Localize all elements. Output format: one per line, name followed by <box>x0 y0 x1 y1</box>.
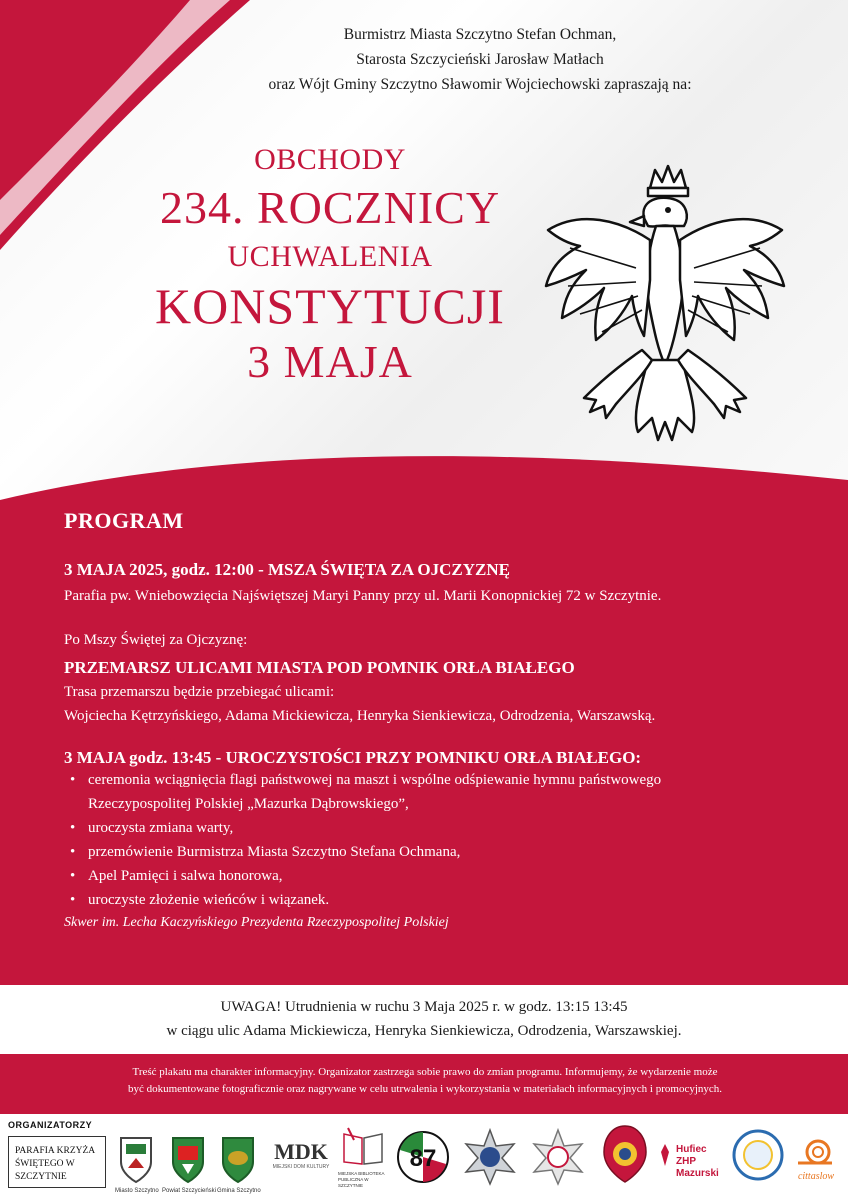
unit-87-logo-icon <box>396 1130 450 1184</box>
mdk-logo-subtitle: MIEJSKI DOM KULTURY <box>272 1164 330 1170</box>
traffic-warning <box>0 995 848 1043</box>
mdk-logo-text: MDK <box>274 1139 328 1164</box>
caption-city: Miasto Szczytno <box>115 1188 159 1194</box>
police-star-icon <box>462 1128 518 1186</box>
library-name: MIEJSKA BIBLIOTEKA PUBLICZNA W SZCZYTNIE <box>338 1171 385 1188</box>
ceremony-location: Skwer im. Lecha Kaczyńskiego Prezydenta Rzeczypospolitej Polskiej <box>64 915 449 930</box>
mass-heading: 3 MAJA 2025, godz. 12:00 - MSZA ŚWIĘTA ZA OJCZYZNĘ <box>64 560 510 579</box>
title-line-5: 3 MAJA <box>247 336 413 387</box>
title-line-3: UCHWALENIA <box>227 240 433 273</box>
cittaslow-text: cittaslow <box>797 1171 835 1182</box>
disclaimer-bar <box>0 1054 848 1114</box>
caption-county: Powiat Szczycieński <box>162 1188 217 1194</box>
program-section <box>64 508 804 934</box>
ceremony-list <box>64 768 804 912</box>
title-line-2: 234. ROCZNICY <box>159 182 501 233</box>
disclaimer-line-1: Treść plakatu ma charakter informacyjny. Organizator zastrzega sobie prawo do zmian programu. Informujemy, że wydarzenie może <box>132 1066 718 1078</box>
title-line-4: KONSTYTUCJI <box>155 278 505 334</box>
library-logo <box>338 1126 388 1196</box>
march-route: Wojciecha Kętrzyńskiego, Adama Mickiewicza, Henryka Sienkiewicza, Odrodzenia, Warszawską. <box>64 708 656 724</box>
zhp-line-1: Hufiec ZHP <box>676 1144 707 1167</box>
unit-87-number: 87 <box>409 1145 437 1172</box>
white-eagle-emblem-icon <box>540 160 790 460</box>
invitation-header <box>220 22 740 97</box>
warning-line-1: UWAGA! Utrudnienia w ruchu 3 Maja 2025 r. w godz. 13:15 13:45 <box>220 999 628 1015</box>
mdk-logo <box>270 1140 332 1180</box>
after-mass-note: Po Mszy Świętej za Ojczyznę: <box>64 632 248 648</box>
list-item: • przemówienie Burmistrza Miasta Szczytno Stefana Ochmana, <box>64 840 804 864</box>
parish-line-1: PARAFIA KRZYŻA <box>15 1146 96 1156</box>
list-item: • uroczysta zmiana warty, <box>64 816 804 840</box>
zhp-line-2: Mazurski <box>676 1168 719 1179</box>
warning-line-2: w ciągu ulic Adama Mickiewicza, Henryka Sienkiewicza, Odrodzenia, Warszawskiej. <box>166 1023 682 1039</box>
fire-brigade-star-icon <box>530 1128 586 1186</box>
scout-lily-icon <box>656 1142 674 1168</box>
caption-commune: Gmina Szczytno <box>217 1188 261 1194</box>
header-line-2: Starosta Szczycieński Jarosław Matłach <box>356 51 604 68</box>
parish-logo-box <box>8 1136 106 1188</box>
county-crest-icon <box>170 1134 206 1184</box>
ceremony-heading: 3 MAJA godz. 13:45 - UROCZYSTOŚCI PRZY POMNIKU ORŁA BIAŁEGO: <box>64 748 642 767</box>
mass-place: Parafia pw. Wniebowzięcia Najświętszej Maryi Panny przy ul. Marii Konopnickiej 72 w Szczytnie. <box>64 588 662 604</box>
organizers-label: ORGANIZATORZY <box>8 1120 93 1130</box>
disclaimer-line-2: być dokumentowane fotograficznie oraz nagrywane w celu utrwalenia i wykorzystania w materiałach informacyjnych i promocyjnych. <box>127 1083 723 1095</box>
book-icon <box>338 1126 388 1166</box>
snail-icon <box>796 1136 836 1166</box>
header-line-1: Burmistrz Miasta Szczytno Stefan Ochman, <box>343 26 617 43</box>
march-heading: PRZEMARSZ ULICAMI MIASTA POD POMNIK ORŁA BIAŁEGO <box>64 658 575 677</box>
list-item: • uroczyste złożenie wieńców i wiązanek. <box>64 888 804 912</box>
city-crest-icon <box>118 1134 154 1184</box>
school-badge-icon <box>732 1128 784 1182</box>
parish-line-2: ŚWIĘTEGO W <box>15 1159 75 1169</box>
list-item: • Apel Pamięci i salwa honorowa, <box>64 864 804 888</box>
march-route-intro: Trasa przemarszu będzie przebiegać ulicami: <box>64 684 335 700</box>
disclaimer-text <box>40 1064 810 1098</box>
header-line-3: oraz Wójt Gminy Szczytno Sławomir Wojciechowski zapraszają na: <box>268 76 692 93</box>
cittaslow-logo <box>788 1136 844 1186</box>
commune-crest-icon <box>220 1134 256 1184</box>
program-title: PROGRAM <box>64 508 184 533</box>
parish-line-3: SZCZYTNIE <box>15 1172 67 1182</box>
event-title <box>70 140 590 390</box>
volunteer-fire-brigade-icon <box>600 1124 650 1186</box>
zhp-logo <box>656 1142 726 1179</box>
title-line-1: OBCHODY <box>254 143 406 176</box>
list-item: • ceremonia wciągnięcia flagi państwowej na maszt i wspólne odśpiewanie hymnu państwowego Rzeczypospolitej Polskiej „Mazurka Dąbrowskiego”, <box>64 768 804 816</box>
